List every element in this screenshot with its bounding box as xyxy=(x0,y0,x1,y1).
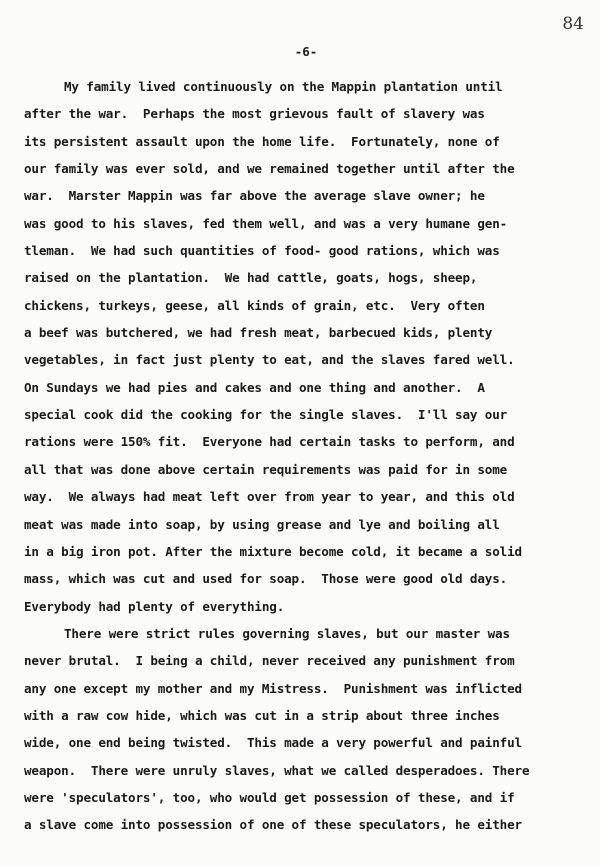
text-line: any one except my mother and my Mistress. Punishment was inflicted xyxy=(24,680,522,696)
page-stamp: 84 xyxy=(562,14,584,34)
text-line: chickens, turkeys, geese, all kinds of grain, etc. Very often xyxy=(24,297,485,313)
text-line: was good to his slaves, fed them well, and was a very humane gen- xyxy=(24,215,508,231)
text-line: its persistent assault upon the home life. Fortunately, none of xyxy=(24,133,500,149)
text-line: in a big iron pot. After the mixture become cold, it became a solid xyxy=(24,543,522,559)
text-line: vegetables, in fact just plenty to eat, and the slaves fared well. xyxy=(24,352,515,368)
text-line: never brutal. I being a child, never received any punishment from xyxy=(24,653,515,669)
text-line: wide, one end being twisted. This made a very powerful and painful xyxy=(24,735,522,751)
text-line: a slave come into possession of one of these speculators, he either xyxy=(24,817,522,833)
text-line: with a raw cow hide, which was cut in a strip about three inches xyxy=(24,707,500,723)
text-line: mass, which was cut and used for soap. Those were good old days. xyxy=(24,571,508,587)
text-line: meat was made into soap, by using grease and lye and boiling all xyxy=(24,516,500,532)
text-line: a beef was butchered, we had fresh meat, barbecued kids, plenty xyxy=(24,325,493,341)
text-line: way. We always had meat left over from year to year, and this old xyxy=(24,489,515,505)
text-line: My family lived continuously on the Mappin plantation until xyxy=(64,79,503,94)
page-number: -6- xyxy=(294,44,318,59)
text-line: There were strict rules governing slaves, but our master was xyxy=(64,625,510,641)
document-body xyxy=(24,73,564,839)
text-line: war. Marster Mappin was far above the average slave owner; he xyxy=(24,188,485,204)
text-line: all that was done above certain requirements was paid for in some xyxy=(24,461,508,477)
text-line: were 'speculators', too, who would get possession of these, and if xyxy=(24,789,515,805)
text-line: Everybody had plenty of everything. xyxy=(24,598,285,614)
text-line: special cook did the cooking for the single slaves. I'll say our xyxy=(24,407,508,423)
text-line: weapon. There were unruly slaves, what we called desperadoes. There xyxy=(24,762,530,778)
text-line: On Sundays we had pies and cakes and one thing and another. A xyxy=(24,379,485,395)
text-line: rations were 150% fit. Everyone had certain tasks to perform, and xyxy=(24,434,515,450)
text-line: tleman. We had such quantities of food- good rations, which was xyxy=(24,243,500,259)
text-line: raised on the plantation. We had cattle, goats, hogs, sheep, xyxy=(24,270,478,286)
text-line: after the war. Perhaps the most grievous fault of slavery was xyxy=(24,106,485,122)
text-line: our family was ever sold, and we remained together until after the xyxy=(24,161,515,177)
